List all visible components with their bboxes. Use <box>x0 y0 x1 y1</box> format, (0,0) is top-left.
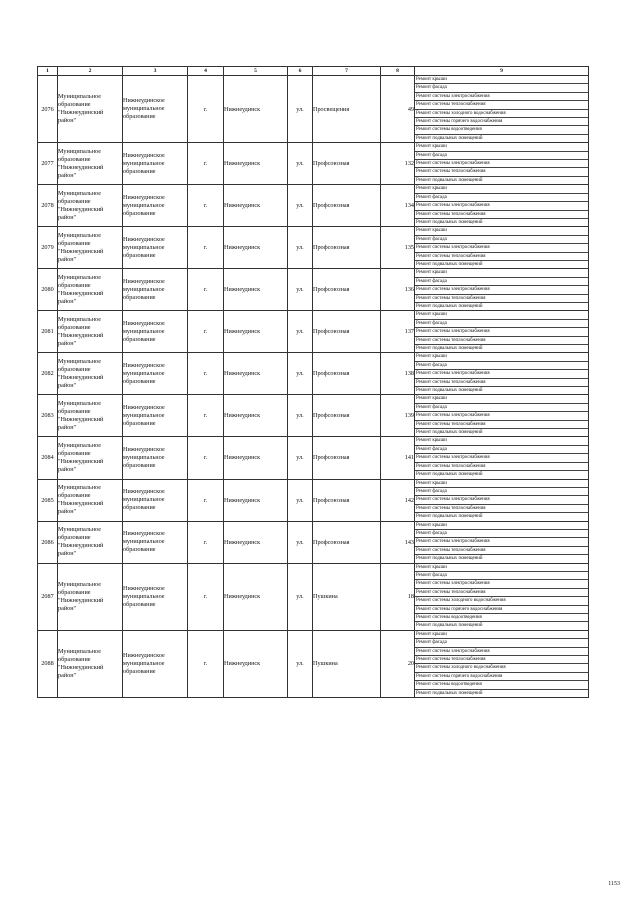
row-number: 2080 <box>38 269 58 311</box>
registry-body <box>38 76 589 698</box>
street-type: ул. <box>288 76 313 143</box>
repair-works-cell <box>415 143 589 185</box>
row-number: 2085 <box>38 479 58 521</box>
locality-type: г. <box>188 521 224 563</box>
repair-work-item: Ремонт системы электроснабжения <box>415 160 588 168</box>
settlement-name: Нижнеудинское муниципальное образование <box>123 563 188 630</box>
table-row <box>38 353 589 395</box>
house-number: 134 <box>381 185 415 227</box>
locality-name: Нижнеудинск <box>224 227 288 269</box>
repair-work-item: Ремонт подвальных помещений <box>416 690 483 696</box>
street-name: Профсоюзная <box>313 269 381 311</box>
repair-work-item: Ремонт системы горячего водоснабжения <box>415 673 588 681</box>
repair-work-item: Ремонт крыши <box>415 311 588 319</box>
house-number: 136 <box>381 269 415 311</box>
repair-work-item: Ремонт подвальных помещений <box>416 219 483 225</box>
district-name: Муниципальное образование "Нижнеудинский район" <box>58 395 123 437</box>
settlement-name: Нижнеудинское муниципальное образование <box>123 76 188 143</box>
street-type: ул. <box>288 479 313 521</box>
document-page <box>37 66 588 698</box>
header-row <box>38 67 589 76</box>
settlement-name: Нижнеудинское муниципальное образование <box>123 521 188 563</box>
table-row <box>38 311 589 353</box>
repair-work-item: Ремонт крыши <box>415 395 588 403</box>
street-name: Профсоюзная <box>313 185 381 227</box>
repair-work-item: Ремонт системы водоотведения <box>415 614 588 622</box>
repair-works-cell <box>415 395 589 437</box>
row-number: 2087 <box>38 563 58 630</box>
repair-work-item: Ремонт фасада <box>415 362 588 370</box>
locality-type: г. <box>188 395 224 437</box>
repair-work-item: Ремонт подвальных помещений <box>416 514 483 520</box>
repair-work-item: Ремонт системы теплоснабжения <box>415 379 588 387</box>
table-row <box>38 630 589 697</box>
street-name: Профсоюзная <box>313 395 381 437</box>
repair-work-item: Ремонт системы электроснабжения <box>415 370 588 378</box>
repair-work-item: Ремонт системы теплоснабжения <box>415 547 588 555</box>
settlement-name: Нижнеудинское муниципальное образование <box>123 479 188 521</box>
repair-work-item: Ремонт крыши <box>415 76 588 84</box>
column-header: 9 <box>415 67 589 76</box>
repair-work-item: Ремонт фасада <box>415 446 588 454</box>
row-number: 2077 <box>38 143 58 185</box>
street-type: ул. <box>288 630 313 697</box>
district-name: Муниципальное образование "Нижнеудинский район" <box>58 521 123 563</box>
repair-work-item: Ремонт подвальных помещений <box>416 346 483 351</box>
repair-works-cell <box>415 563 589 630</box>
locality-name: Нижнеудинск <box>224 437 288 479</box>
row-number: 2076 <box>38 76 58 143</box>
repair-work-item: Ремонт системы водоотведения <box>415 681 588 689</box>
repair-work-item: Ремонт системы теплоснабжения <box>415 101 588 109</box>
repair-work-item: Ремонт фасада <box>415 320 588 328</box>
column-header: 2 <box>58 67 123 76</box>
column-header: 5 <box>224 67 288 76</box>
repair-work-item: Ремонт крыши <box>415 143 588 151</box>
district-name: Муниципальное образование "Нижнеудинский район" <box>58 630 123 697</box>
repair-work-item: Ремонт системы теплоснабжения <box>415 253 588 261</box>
locality-type: г. <box>188 311 224 353</box>
column-header: 7 <box>313 67 381 76</box>
street-type: ул. <box>288 143 313 185</box>
repair-work-item: Ремонт системы электроснабжения <box>415 93 588 101</box>
repair-work-item: Ремонт крыши <box>415 631 588 639</box>
settlement-name: Нижнеудинское муниципальное образование <box>123 311 188 353</box>
street-type: ул. <box>288 521 313 563</box>
district-name: Муниципальное образование "Нижнеудинский район" <box>58 185 123 227</box>
repair-work-item: Ремонт крыши <box>415 227 588 235</box>
street-name: Профсоюзная <box>313 311 381 353</box>
street-type: ул. <box>288 353 313 395</box>
house-number: 138 <box>381 353 415 395</box>
repair-work-item: Ремонт крыши <box>415 480 588 488</box>
settlement-name: Нижнеудинское муниципальное образование <box>123 269 188 311</box>
district-name: Муниципальное образование "Нижнеудинский район" <box>58 479 123 521</box>
repair-work-item: Ремонт фасада <box>415 152 588 160</box>
street-name: Профсоюзная <box>313 437 381 479</box>
locality-type: г. <box>188 143 224 185</box>
repair-work-item: Ремонт системы теплоснабжения <box>415 656 588 664</box>
street-name: Профсоюзная <box>313 479 381 521</box>
row-number: 2082 <box>38 353 58 395</box>
house-number: 143 <box>381 521 415 563</box>
street-type: ул. <box>288 227 313 269</box>
house-number: 49 <box>381 76 415 143</box>
repair-works-cell <box>415 76 589 143</box>
district-name: Муниципальное образование "Нижнеудинский район" <box>58 143 123 185</box>
repair-work-item: Ремонт крыши <box>415 522 588 530</box>
repair-work-item: Ремонт крыши <box>415 564 588 572</box>
repair-works-cell <box>415 353 589 395</box>
repair-work-item: Ремонт фасада <box>415 488 588 496</box>
locality-type: г. <box>188 269 224 311</box>
repair-works-cell <box>415 227 589 269</box>
repair-work-item: Ремонт подвальных помещений <box>416 135 483 141</box>
repair-work-item: Ремонт системы электроснабжения <box>415 496 588 504</box>
table-row <box>38 76 589 143</box>
repair-work-item: Ремонт системы теплоснабжения <box>415 463 588 471</box>
repair-works-cell <box>415 269 589 311</box>
repair-work-item: Ремонт фасада <box>415 572 588 580</box>
repair-work-item: Ремонт крыши <box>415 437 588 445</box>
repair-works-cell <box>415 479 589 521</box>
repair-work-item: Ремонт подвальных помещений <box>416 430 483 436</box>
house-number: 139 <box>381 395 415 437</box>
repair-works-cell <box>415 630 589 697</box>
repair-work-item: Ремонт фасада <box>415 278 588 286</box>
street-name: Профсоюзная <box>313 227 381 269</box>
repair-work-item: Ремонт фасада <box>415 530 588 538</box>
locality-type: г. <box>188 437 224 479</box>
street-type: ул. <box>288 185 313 227</box>
locality-type: г. <box>188 630 224 697</box>
locality-type: г. <box>188 563 224 630</box>
house-number: 132 <box>381 143 415 185</box>
house-number: 18 <box>381 563 415 630</box>
street-type: ул. <box>288 395 313 437</box>
repair-works-cell <box>415 437 589 479</box>
repair-work-item: Ремонт системы электроснабжения <box>415 244 588 252</box>
row-number: 2083 <box>38 395 58 437</box>
locality-type: г. <box>188 185 224 227</box>
settlement-name: Нижнеудинское муниципальное образование <box>123 630 188 697</box>
settlement-name: Нижнеудинское муниципальное образование <box>123 395 188 437</box>
repair-work-item: Ремонт системы электроснабжения <box>415 412 588 420</box>
table-row <box>38 479 589 521</box>
district-name: Муниципальное образование "Нижнеудинский район" <box>58 76 123 143</box>
table-row <box>38 227 589 269</box>
district-name: Муниципальное образование "Нижнеудинский район" <box>58 353 123 395</box>
repair-work-item: Ремонт фасада <box>415 194 588 202</box>
repair-works-cell <box>415 185 589 227</box>
repair-work-item: Ремонт системы холодного водоснабжения <box>415 664 588 672</box>
repair-work-item: Ремонт крыши <box>415 269 588 277</box>
repair-work-item: Ремонт подвальных помещений <box>416 556 483 562</box>
street-type: ул. <box>288 269 313 311</box>
repair-work-item: Ремонт подвальных помещений <box>416 177 483 183</box>
repair-work-item: Ремонт подвальных помещений <box>416 303 483 309</box>
column-header: 4 <box>188 67 224 76</box>
street-type: ул. <box>288 563 313 630</box>
repair-work-item: Ремонт фасада <box>415 404 588 412</box>
table-row <box>38 143 589 185</box>
repair-registry-table <box>37 66 589 698</box>
house-number: 141 <box>381 437 415 479</box>
repair-work-item: Ремонт системы электроснабжения <box>415 454 588 462</box>
repair-work-item: Ремонт фасада <box>415 236 588 244</box>
repair-work-item: Ремонт системы электроснабжения <box>415 286 588 294</box>
settlement-name: Нижнеудинское муниципальное образование <box>123 437 188 479</box>
district-name: Муниципальное образование "Нижнеудинский район" <box>58 437 123 479</box>
repair-work-item: Ремонт системы теплоснабжения <box>415 421 588 429</box>
street-name: Профсоюзная <box>313 143 381 185</box>
locality-name: Нижнеудинск <box>224 395 288 437</box>
locality-name: Нижнеудинск <box>224 521 288 563</box>
repair-work-item: Ремонт фасада <box>415 84 588 92</box>
street-type: ул. <box>288 437 313 479</box>
repair-work-item: Ремонт крыши <box>415 185 588 193</box>
locality-type: г. <box>188 76 224 143</box>
house-number: 142 <box>381 479 415 521</box>
column-header: 6 <box>288 67 313 76</box>
repair-works-cell <box>415 311 589 353</box>
repair-works-cell <box>415 521 589 563</box>
row-number: 2084 <box>38 437 58 479</box>
repair-work-item: Ремонт системы теплоснабжения <box>415 589 588 597</box>
table-row <box>38 185 589 227</box>
row-number: 2086 <box>38 521 58 563</box>
table-row <box>38 521 589 563</box>
repair-work-item: Ремонт системы холодного водоснабжения <box>415 110 588 118</box>
locality-name: Нижнеудинск <box>224 269 288 311</box>
table-row <box>38 269 589 311</box>
locality-type: г. <box>188 353 224 395</box>
repair-work-item: Ремонт подвальных помещений <box>416 623 483 629</box>
repair-work-item: Ремонт подвальных помещений <box>416 261 483 267</box>
locality-name: Нижнеудинск <box>224 311 288 353</box>
repair-work-item: Ремонт системы теплоснабжения <box>415 337 588 345</box>
settlement-name: Нижнеудинское муниципальное образование <box>123 353 188 395</box>
repair-work-item: Ремонт системы электроснабжения <box>415 538 588 546</box>
repair-work-item: Ремонт системы электроснабжения <box>415 580 588 588</box>
house-number: 135 <box>381 227 415 269</box>
locality-type: г. <box>188 479 224 521</box>
district-name: Муниципальное образование "Нижнеудинский район" <box>58 269 123 311</box>
street-name: Профсоюзная <box>313 521 381 563</box>
district-name: Муниципальное образование "Нижнеудинский район" <box>58 311 123 353</box>
locality-type: г. <box>188 227 224 269</box>
locality-name: Нижнеудинск <box>224 143 288 185</box>
column-header: 1 <box>38 67 58 76</box>
repair-work-item: Ремонт системы горячего водоснабжения <box>415 606 588 614</box>
settlement-name: Нижнеудинское муниципальное образование <box>123 185 188 227</box>
house-number: 20 <box>381 630 415 697</box>
repair-work-item: Ремонт системы водоотведения <box>415 126 588 134</box>
repair-work-item: Ремонт системы электроснабжения <box>415 648 588 656</box>
locality-name: Нижнеудинск <box>224 353 288 395</box>
district-name: Муниципальное образование "Нижнеудинский район" <box>58 227 123 269</box>
repair-work-item: Ремонт системы холодного водоснабжения <box>415 597 588 605</box>
street-name: Просвещения <box>313 76 381 143</box>
locality-name: Нижнеудинск <box>224 563 288 630</box>
table-row <box>38 437 589 479</box>
page-number: 1153 <box>608 881 620 887</box>
locality-name: Нижнеудинск <box>224 185 288 227</box>
repair-work-item: Ремонт системы горячего водоснабжения <box>415 118 588 126</box>
repair-work-item: Ремонт крыши <box>415 353 588 361</box>
table-row <box>38 563 589 630</box>
district-name: Муниципальное образование "Нижнеудинский район" <box>58 563 123 630</box>
street-name: Пушкина <box>313 630 381 697</box>
repair-work-item: Ремонт подвальных помещений <box>416 472 483 478</box>
repair-work-item: Ремонт фасада <box>415 639 588 647</box>
locality-name: Нижнеудинск <box>224 76 288 143</box>
locality-name: Нижнеудинск <box>224 630 288 697</box>
repair-work-item: Ремонт системы теплоснабжения <box>415 168 588 176</box>
row-number: 2078 <box>38 185 58 227</box>
house-number: 137 <box>381 311 415 353</box>
row-number: 2079 <box>38 227 58 269</box>
row-number: 2081 <box>38 311 58 353</box>
column-header: 3 <box>123 67 188 76</box>
repair-work-item: Ремонт системы теплоснабжения <box>415 505 588 513</box>
street-name: Профсоюзная <box>313 353 381 395</box>
repair-work-item: Ремонт подвальных помещений <box>416 388 483 394</box>
locality-name: Нижнеудинск <box>224 479 288 521</box>
repair-work-item: Ремонт системы электроснабжения <box>415 202 588 210</box>
table-row <box>38 395 589 437</box>
settlement-name: Нижнеудинское муниципальное образование <box>123 143 188 185</box>
row-number: 2088 <box>38 630 58 697</box>
street-type: ул. <box>288 311 313 353</box>
street-name: Пушкина <box>313 563 381 630</box>
settlement-name: Нижнеудинское муниципальное образование <box>123 227 188 269</box>
repair-work-item: Ремонт системы электроснабжения <box>415 328 588 336</box>
column-header: 8 <box>381 67 415 76</box>
repair-work-item: Ремонт системы теплоснабжения <box>415 211 588 219</box>
repair-work-item: Ремонт системы теплоснабжения <box>415 295 588 303</box>
